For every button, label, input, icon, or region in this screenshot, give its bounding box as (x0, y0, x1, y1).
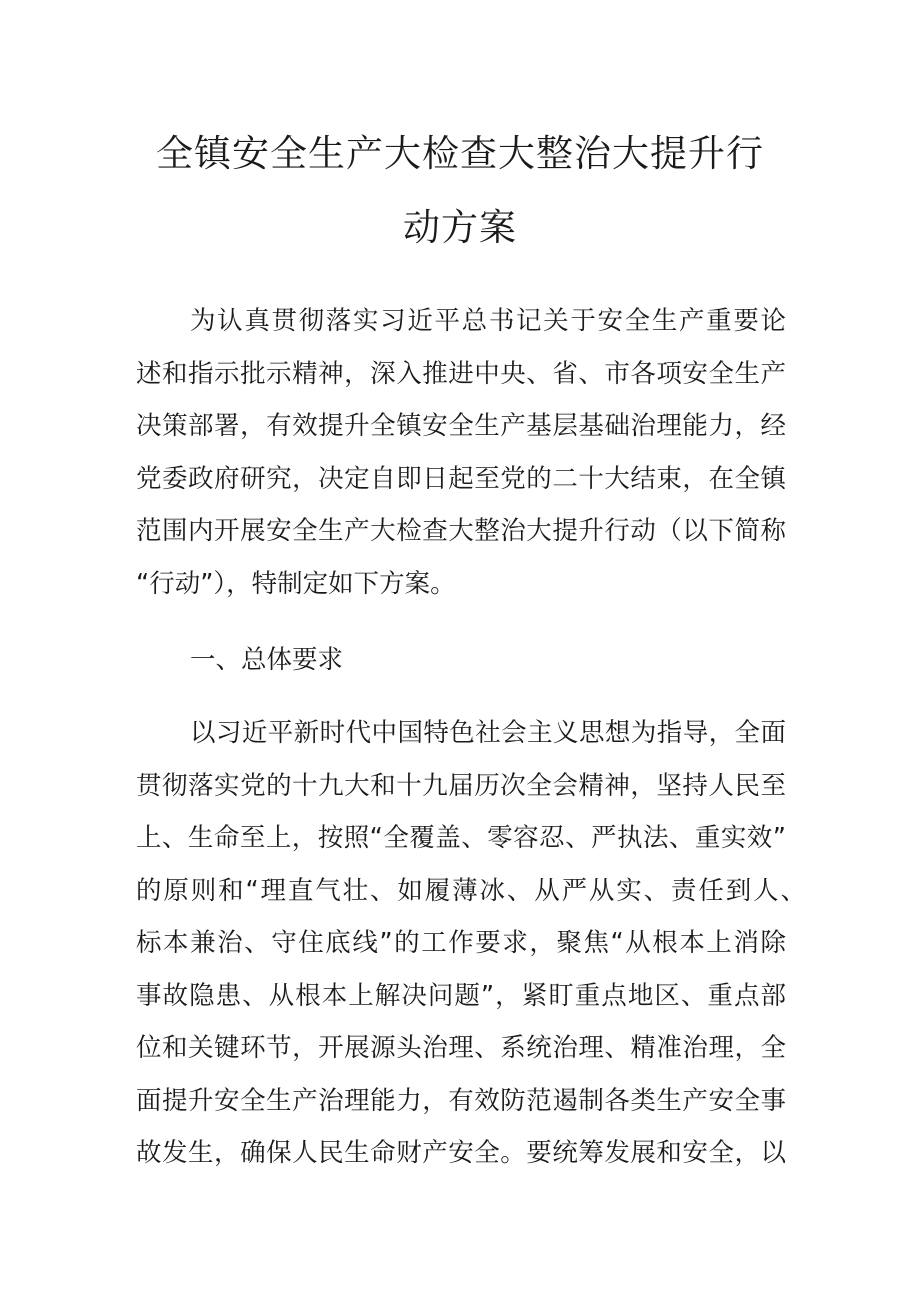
intro-line: 党委政府研究，决定自即日起至党的二十大结束，在全镇 (136, 464, 786, 494)
section-heading: 一、总体要求 (190, 645, 344, 675)
intro-line: 决策部署，有效提升全镇安全生产基层基础治理能力，经 (136, 411, 786, 441)
section-body-line: 故发生，确保人民生命财产安全。要统筹发展和安全，以 (136, 1138, 786, 1168)
section-body-line: 的原则和“理直气壮、如履薄冰、从严从实、责任到人、 (136, 876, 806, 906)
intro-line: “行动”），特制定如下方案。 (136, 569, 456, 599)
intro-line: 述和指示批示精神，深入推进中央、省、市各项安全生产 (136, 359, 786, 389)
document-title-line-2: 动方案 (403, 206, 517, 249)
section-body-line: 以习近平新时代中国特色社会主义思想为指导，全面 (190, 718, 786, 748)
section-body-line: 上、生命至上，按照“全覆盖、零容忍、严执法、重实效” (136, 823, 786, 853)
section-body-line: 面提升安全生产治理能力，有效防范遏制各类生产安全事 (136, 1086, 786, 1116)
section-body-line: 标本兼治、守住底线”的工作要求，聚焦“从根本上消除 (136, 928, 786, 958)
document-title-line-1: 全镇安全生产大检查大整治大提升行 (156, 132, 764, 175)
section-body-line: 贯彻落实党的十九大和十九届历次全会精神，坚持人民至 (136, 771, 786, 801)
section-body-line: 事故隐患、从根本上解决问题”，紧盯重点地区、重点部 (136, 981, 786, 1011)
intro-line: 范围内开展安全生产大检查大整治大提升行动（以下简称 (136, 516, 786, 546)
intro-line: 为认真贯彻落实习近平总书记关于安全生产重要论 (190, 306, 786, 336)
section-body-line: 位和关键环节，开展源头治理、系统治理、精准治理，全 (136, 1033, 786, 1063)
